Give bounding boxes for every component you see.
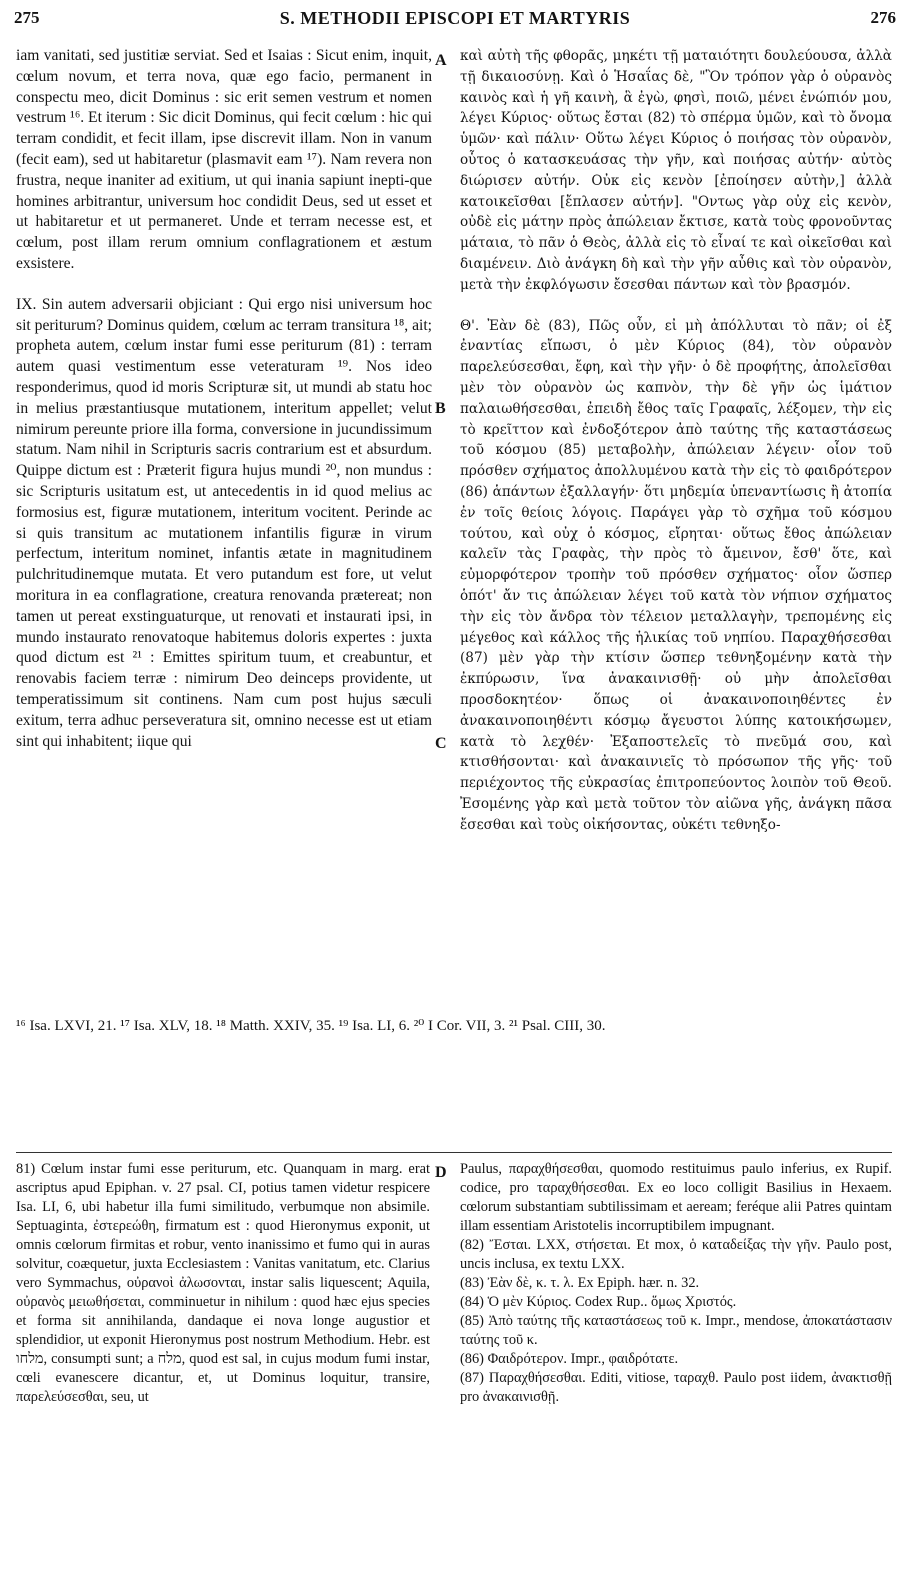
footnotes-left (16, 1160, 430, 1407)
latin-column (16, 46, 432, 816)
footnote-divider (16, 1152, 892, 1153)
margin-letter-b: B (435, 400, 446, 417)
footnote-81-continued: Paulus, παραχθήσεσθαι, quomodo restituimus paulo inferius, ex Rupif. codice, pro ταραχθήσεσθαι. Ex eo loco colligit Basilius in Hexaem. cœlorum substantiam subtilissimam et aeream; feréque alii Patres quintam illam essentiam Aristotelis incorruptibilem impugnant. (460, 1161, 892, 1234)
footnote-85: (85) Ἀπὸ ταύτης τῆς καταστάσεως τοῦ κ. Impr., mendose, ἀποκατάστασιν ταύτης τοῦ κ. (460, 1313, 892, 1348)
scripture-references: ¹⁶ Isa. LXVI, 21. ¹⁷ Isa. XLV, 18. ¹⁸ Matth. XXIV, 35. ¹⁹ Isa. LI, 6. ²⁰ I Cor. VII, 3. ²¹ Psal. CIII, 30. (16, 1018, 606, 1034)
paragraph-spacer (16, 275, 432, 295)
footnote-83: (83) Ἐὰν δὲ, κ. τ. λ. Ex Epiph. hær. n. 32. (460, 1275, 700, 1291)
latin-paragraph-2: IX. Sin autem adversarii objiciant : Qui ergo nisi universum hoc sit periturum? Dominus quidem, cœlum ac terram transitura ¹⁸, ait; propheta autem, cœlum instar fumi esse periturum (81) : terram autem quasi vestimentum esse veteraturam ¹⁹. Nos ideo responderimus, quod id moris Scripturæ sit, ut mundi ab statu hoc in melius præstantiusque mutationem, interitum appellet; velut nimirum pereunte priore illa forma, conversione in jucundissimum statum. Nam nihil in Scripturis sacris contrarium est et absurdum. Quippe dictum est : Præterit figura hujus mundi ²⁰, non mundus : sic Scripturis usitatum est, ut antecedentis in id quod melius ac formosius est, figuræ mutationem, interitum vocitent. Perinde ac si quis transitum ac mutationem infantilis figuræ in virum perfectum, interitum nominet, infantis ætate in magnitudinem pulchritudinemque mutata. Et vero putandum est fore, ut velut moritura in ea conflagratione, creatura renovanda prætereat; non tamen ut pereat exstinguaturque, ut renovati et instaurati ipsi, in mundo instaurato renovatoque habitemus doloris expertes : juxta quod dictum est ²¹ : Emittes spiritum tuum, et creabuntur, et renovabis faciem terræ : nimirum Deo deinceps providente, ut temperatissimum sit continens. Nam cum post hujus sæculi exitum, terra adhuc perseveratura sit, omnino necesse est ut etiam sint qui inhabitent; iique qui (16, 295, 432, 750)
footnote-86: (86) Φαιδρότερον. Impr., φαιδρότατε. (460, 1351, 679, 1367)
page-number-right: 276 (870, 8, 896, 27)
margin-letter-d: D (435, 1164, 447, 1181)
greek-column (460, 46, 892, 833)
greek-paragraph-2: Θ'. Ἐὰν δὲ (83), Πῶς οὖν, εἰ μὴ ἀπόλλυται τὸ πᾶν; οἱ ἐξ ἐναντίας εἴπωσι, ὁ μὲν Κύριος (84), τὸν οὐρανὸν παρελεύσεσθαι, ἔφη, καὶ τὴν γῆν· ὁ δὲ προφήτης, ἀπολεῖσθαι μὲν τὸν οὐρανὸν ὡς καπνὸν, τὴν δὲ γῆν ὡς ἱμάτιον παλαιωθήσεσθαι, ἐπειδὴ ἔθος ταῖς Γραφαῖς, λέξομεν, τὴν εἰς τὸ κρεῖττον καὶ ἐνδοξότερον ἀπὸ ταύτης τῆς καταστάσεως τοῦ κόσμου (85) μεταβολὴν, ἀπώλειαν λέγειν· οἷον τοῦ πρόσθεν σχήματος ἀπολλυμένου κατὰ τὴν εἰς τὸ φαιδρότερον (86) ἁπάντων ἐξαλλαγήν· ὅτι μηδεμία ὑπεναντίωσις ἢ ἀτοπία ἐν τοῖς θείοις λόγοις. Παράγει γὰρ τὸ σχῆμα τοῦ κόσμου τούτου, καὶ οὐχ ὁ κόσμος, εἴρηται· οὕτως ἔθος ἀπώλειαν καλεῖν τὰς Γραφὰς, τὴν πρὸς τὸ ἄμεινον, ἔσθ' ὅτε, καὶ εὐμορφότερον τροπὴν τοῦ πρόσθεν σχήματος· οἷον ὥσπερ ὁπότ' ἄν τις ἀπώλειαν λέγει τοῦ κατὰ τὸν νήπιον σχήματος τὴν εἰς τὸν ἄνδρα τὸν τέλειον μεταλλαγὴν, τρεπομένης εἰς μέγεθος καὶ κάλλος τῆς ἡλικίας τοῦ νηπίου. Παραχθήσεσθαι (87) μὲν γὰρ τὴν κτίσιν ὥσπερ τεθνηξομένην κατὰ τὴν ἐκπύρωσιν, ἵνα ἀνακαινισθῇ· οὐ μὴν ἀπολεῖσθαι προσδοκητέον· ὅπως οἱ ἀνακαινοποιηθέντες ἐν ἀνακαινοποιηθέντι κόσμῳ ἄγευστοι λύπης κατοικήσωμεν, κατὰ τὸ λεχθέν· Ἐξαποστελεῖς τὸ πνεῦμά σου, καὶ κτισθήσονται· καὶ ἀνακαινιεῖς τὸ πρόσωπον τῆς γῆς· τοῦ περιέχοντος τῆς εὐκρασίας ἐπιτροπεύοντος λοιπὸν τοῦ Θεοῦ. Ἐσομένης γὰρ καὶ μετὰ τοῦτον τὸν αἰῶνα γῆς, ἀνάγκη πᾶσα ἔσεσθαι καὶ τοὺς οἰκήσοντας, οὐκέτι τεθνηξο- (460, 317, 892, 833)
footnote-84: (84) Ὁ μὲν Κύριος. Codex Rup.. ὅμως Χριστός. (460, 1294, 737, 1310)
footnote-82: (82) Ἔσται. LXX, στήσεται. Et mox, ὁ καταδείξας τὴν γῆν. Paulo post, uncis inclusa, ex textu LXX. (460, 1237, 892, 1272)
margin-letter-a: A (435, 52, 447, 69)
footnote-81: 81) Cœlum instar fumi esse periturum, etc. Quanquam in marg. erat ascriptus apud Epiphan. v. 27 psal. CI, potius tamen videtur respicere Isa. LI, 6, ubi habetur illa fumi similitudo, verbumque non absimile. Septuaginta, ἐστερεώθη, firmatum est : quod Hieronymus exponit, ut omnis cœlorum firmitas et robur, vento inanissimo et fumo qui in auras solvitur, coæquetur, juxta Ecclesiastem : Vanitas vanitatum, etc. Clarius vero Symmachus, οὐρανοὶ ἀλωσονται, instar salis liquescent; Aquila, οὐρανὸς μειωθήσεται, comminuetur in nihilum : quod hæc ejus species et forma sit annihilanda, dandaque ei nova longe augustior et splendidior, ut exponit Hieronymus post nostrum Methodium. Hebr. est מלחו, consumpti sunt; a מלח, quod est sal, in cujus modum fumi instar, cœli evanescere dicantur, et, ut Dominus loquitur, transire, παρελεύσεσθαι, seu, ut (16, 1161, 430, 1405)
footnote-87: (87) Παραχθήσεσθαι. Editi, vitiose, ταραχθ. Paulo post iidem, ἀνακτισθῇ pro ἀνακαινισθῇ. (460, 1370, 892, 1405)
running-title: S. METHODII EPISCOPI ET MARTYRIS (279, 8, 631, 28)
footnotes-right (460, 1160, 892, 1407)
latin-paragraph-1: iam vanitati, sed justitiæ serviat. Sed et Isaias : Sicut enim, inquit, cœlum novum, et terra nova, quæ ego facio, permanent in conspectu meo, dicit Dominus : sic erit semen vestrum et nomen vestrum ¹⁶. Et iterum : Sic dicit Dominus, qui fecit cœlum : hic qui terram condidit, et fecit illam, ipse discrevit illam. Non in vanum (fecit eam), sed ut habitaretur (plasmavit eam ¹⁷). Nam revera non frustra, neque inaniter ad exitium, ut qui inania sapiunt inepti-que homines arbitrantur, universum hoc condidit Deus, sed ut esset et ut habitaretur et ut permaneret. Unde et terram necesse est, et cœlum, post illam rerum omnium conflagrationem et æstum exsistere. (16, 47, 432, 272)
page-number-left: 275 (14, 8, 40, 27)
greek-paragraph-1: καὶ αὐτὴ τῆς φθορᾶς, μηκέτι τῇ ματαιότητι δουλεύουσα, ἀλλὰ τῇ δικαιοσύνῃ. Καὶ ὁ Ἡσαΐας δὲ, "Ὃν τρόπον γὰρ ὁ οὐρανὸς καινὸς καὶ ἡ γῆ καινὴ, ἃ ἐγὼ, φησὶ, ποιῶ, μένει ἐνώπιόν μου, λέγει Κύριος· οὕτως ἔσται (82) τὸ σπέρμα ὑμῶν, καὶ τὸ ὄνομα ὑμῶν· καὶ πάλιν· Οὕτω λέγει Κύριος ὁ ποιήσας τὸν οὐρανὸν, οὗτος ὁ κατασκευάσας τὴν γῆν, καὶ ποιήσας αὐτήν· αὐτὸς διώρισεν αὐτήν. Οὐκ εἰς κενὸν [ἐποίησεν αὐτὴν,] ἀλλὰ κατοικεῖσθαι [ἔπλασεν αὐτήν]. "Οντως γὰρ οὐχ εἰς κενὸν, οὐδὲ εἰς μάτην πρὸς ἀπώλειαν ἔκτισε, κατὰ τοὺς φρονοῦντας μάταια, τὸ πᾶν ὁ Θεὸς, ἀλλὰ εἰς τὸ εἶναί τε καὶ οἰκεῖσθαι καὶ διαμένειν. Διὸ ἀνάγκη δὴ καὶ τὴν γῆν αὖθις καὶ τὸν οὐρανὸν, μετὰ τὴν ἐκφλόγωσιν ἔσεσθαι πάντων καὶ τὸν βρασμόν. (460, 48, 892, 293)
paragraph-spacer (460, 296, 892, 316)
margin-letter-c: C (435, 735, 447, 752)
